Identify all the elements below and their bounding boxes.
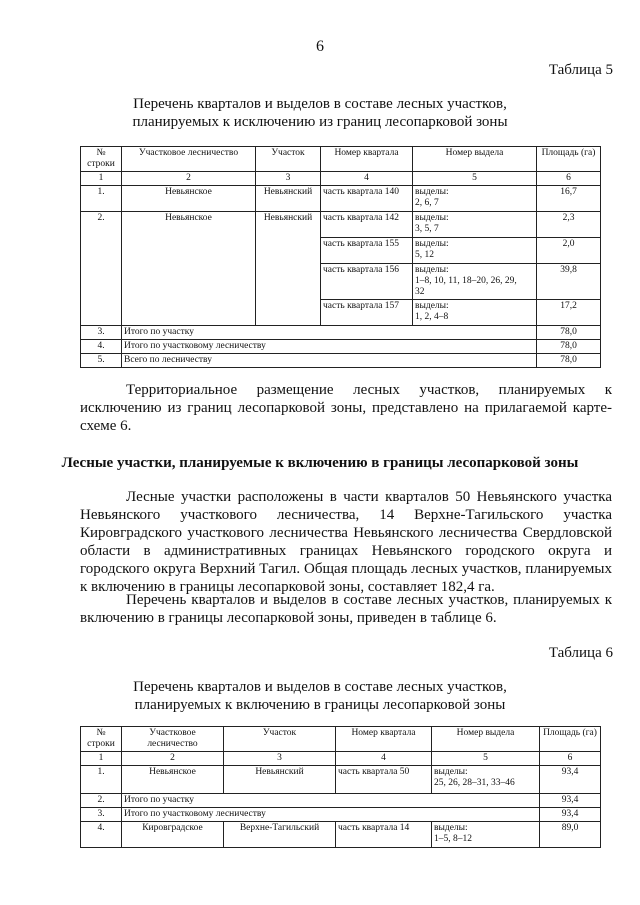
column-number: 1 — [81, 752, 122, 766]
vydel-cell: выделы: 2, 6, 7 — [413, 186, 537, 212]
total-label: Итого по участковому лесничеству — [122, 340, 537, 354]
total-row — [81, 808, 601, 822]
total-label: Всего по лесничеству — [122, 354, 537, 368]
table5 — [80, 146, 601, 368]
column-number: 2 — [122, 172, 256, 186]
area-cell: 89,0 — [540, 822, 601, 848]
table5-header: Площадь (га) — [537, 147, 601, 172]
table6-caption — [0, 678, 640, 714]
section-heading: Лесные участки, планируемые к включению в границы лесопарковой зоны — [61, 455, 579, 471]
area-cell: 93,4 — [540, 808, 601, 822]
table5-header: Участковое лесничество — [122, 147, 256, 172]
column-number: 3 — [224, 752, 336, 766]
area-cell: 39,8 — [537, 264, 601, 300]
total-row — [81, 340, 601, 354]
table5-header: Номер выдела — [413, 147, 537, 172]
plot-cell: Невьянский — [224, 766, 336, 794]
plot-cell: Верхне-Тагильский — [224, 822, 336, 848]
forestry-cell: Невьянское — [122, 212, 256, 326]
vydel-cell: выделы: 25, 26, 28–31, 33–46 — [432, 766, 540, 794]
table5-caption-line1: Перечень кварталов и выделов в составе лесных участков, — [133, 96, 507, 112]
column-number: 4 — [321, 172, 413, 186]
total-row — [81, 354, 601, 368]
table-row — [81, 822, 601, 848]
table6-caption-line2: планируемых к включению в границы лесопарковой зоны — [134, 697, 506, 713]
paragraph-placement: Территориальное размещение лесных участков, планируемых к исключению из границ лесопарковой зоны, представлено на прилагаемой карте-схеме 6. — [80, 382, 612, 434]
area-cell: 2,0 — [537, 238, 601, 264]
quarter-cell: часть квартала 50 — [336, 766, 432, 794]
area-cell: 93,4 — [540, 766, 601, 794]
column-number: 4 — [336, 752, 432, 766]
table5-label: Таблица 5 — [548, 62, 613, 78]
table5-header: Номер квартала — [321, 147, 413, 172]
area-cell: 17,2 — [537, 300, 601, 326]
quarter-cell: часть квартала 155 — [321, 238, 413, 264]
total-row — [81, 326, 601, 340]
table6-header: № строки — [81, 727, 122, 752]
area-cell: 93,4 — [540, 794, 601, 808]
row-number: 3. — [81, 808, 122, 822]
forestry-cell: Невьянское — [122, 186, 256, 212]
table5-header: Участок — [256, 147, 321, 172]
area-cell: 78,0 — [537, 354, 601, 368]
vydel-cell: выделы: 1, 2, 4–8 — [413, 300, 537, 326]
table5-number-row — [81, 172, 601, 186]
row-number: 2. — [81, 794, 122, 808]
area-cell: 78,0 — [537, 326, 601, 340]
table6-header: Номер квартала — [336, 727, 432, 752]
column-number: 6 — [540, 752, 601, 766]
quarter-cell: часть квартала 142 — [321, 212, 413, 238]
forestry-cell: Кировградское — [122, 822, 224, 848]
row-number: 2. — [81, 212, 122, 326]
table6-caption-line1: Перечень кварталов и выделов в составе лесных участков, — [133, 679, 507, 695]
paragraph-description: Лесные участки расположены в части кварталов 50 Невьянского участка Невьянского участкового лесничества, 14 Верхне-Тагильского участка Кировградского участкового лесничества Невьянского лесничества Свердловской области в административных границах Невьянского городского округа и городского округа Верхний Тагил. Общая площадь лесных участков, планируемых к включению в границы лесопарковой зоны, составляет 182,4 га. — [80, 489, 612, 595]
table6-number-row — [81, 752, 601, 766]
area-cell: 78,0 — [537, 340, 601, 354]
page-number: 6 — [316, 38, 324, 55]
column-number: 2 — [122, 752, 224, 766]
column-number: 1 — [81, 172, 122, 186]
table6-header: Площадь (га) — [540, 727, 601, 752]
table-row — [81, 766, 601, 794]
total-label: Итого по участку — [122, 794, 540, 808]
plot-cell: Невьянский — [256, 212, 321, 326]
row-number: 1. — [81, 186, 122, 212]
row-number: 1. — [81, 766, 122, 794]
table6-label: Таблица 6 — [548, 645, 613, 661]
plot-cell: Невьянский — [256, 186, 321, 212]
table5-header-row — [81, 147, 601, 172]
row-number: 4. — [81, 340, 122, 354]
table6 — [80, 726, 601, 848]
vydel-cell: выделы: 3, 5, 7 — [413, 212, 537, 238]
table-row — [81, 186, 601, 212]
table5-caption-line2: планируемых к исключению из границ лесопарковой зоны — [132, 114, 508, 130]
table6-header: Участковое лесничество — [122, 727, 224, 752]
vydel-cell: выделы: 5, 12 — [413, 238, 537, 264]
row-number: 4. — [81, 822, 122, 848]
vydel-cell: выделы: 1–8, 10, 11, 18–20, 26, 29, 32 — [413, 264, 537, 300]
quarter-cell: часть квартала 157 — [321, 300, 413, 326]
area-cell: 16,7 — [537, 186, 601, 212]
column-number: 5 — [413, 172, 537, 186]
quarter-cell: часть квартала 156 — [321, 264, 413, 300]
column-number: 5 — [432, 752, 540, 766]
table5-caption — [0, 95, 640, 131]
table6-header: Участок — [224, 727, 336, 752]
paragraph-reference: Перечень кварталов и выделов в составе лесных участков, планируемых к включению в границы лесопарковой зоны, приведен в таблице 6. — [80, 592, 612, 626]
column-number: 6 — [537, 172, 601, 186]
column-number: 3 — [256, 172, 321, 186]
table6-header: Номер выдела — [432, 727, 540, 752]
table6-header-row — [81, 727, 601, 752]
table-row — [81, 212, 601, 238]
area-cell: 2,3 — [537, 212, 601, 238]
row-number: 3. — [81, 326, 122, 340]
forestry-cell: Невьянское — [122, 766, 224, 794]
vydel-cell: выделы: 1–5, 8–12 — [432, 822, 540, 848]
total-label: Итого по участковому лесничеству — [122, 808, 540, 822]
total-label: Итого по участку — [122, 326, 537, 340]
total-row — [81, 794, 601, 808]
quarter-cell: часть квартала 14 — [336, 822, 432, 848]
table5-header: № строки — [81, 147, 122, 172]
quarter-cell: часть квартала 140 — [321, 186, 413, 212]
row-number: 5. — [81, 354, 122, 368]
